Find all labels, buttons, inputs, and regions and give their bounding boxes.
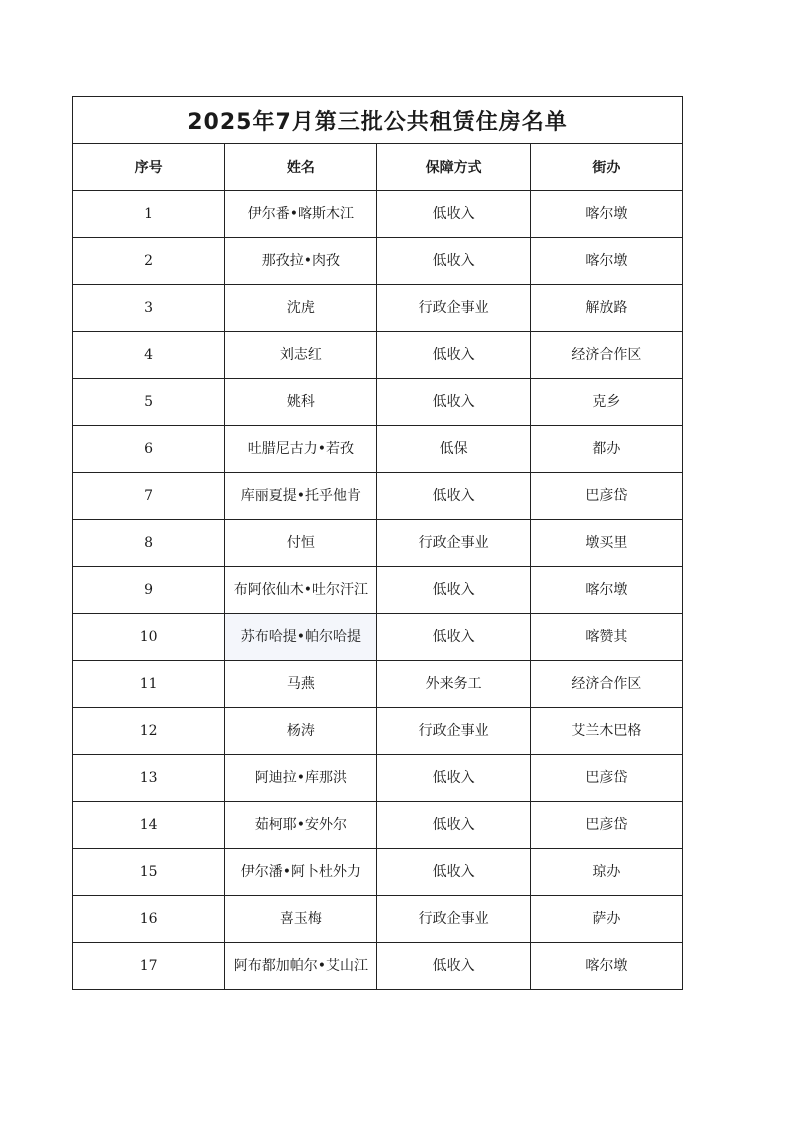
cell-name-text: 苏布哈提•帕尔哈提 xyxy=(240,629,361,645)
table-row xyxy=(73,426,683,473)
table-row xyxy=(73,285,683,332)
cell-index-text: 3 xyxy=(144,300,154,316)
cell-type-text: 低收入 xyxy=(432,864,475,880)
cell-name-text: 马燕 xyxy=(286,676,315,692)
table-row xyxy=(73,567,683,614)
cell-index-text: 6 xyxy=(144,441,154,457)
cell-type xyxy=(377,379,530,426)
cell-office-text: 巴彦岱 xyxy=(585,770,628,786)
cell-office-text: 萨办 xyxy=(592,911,621,927)
table-row xyxy=(73,661,683,708)
cell-name-text: 杨涛 xyxy=(286,723,315,739)
cell-name xyxy=(225,896,377,943)
table-row xyxy=(73,379,683,426)
cell-office xyxy=(530,285,682,332)
cell-type-text: 行政企事业 xyxy=(418,300,489,316)
table-row xyxy=(73,849,683,896)
cell-type-text: 低收入 xyxy=(432,347,475,363)
table-row xyxy=(73,802,683,849)
cell-name xyxy=(225,802,377,849)
cell-index-text: 15 xyxy=(139,864,158,880)
cell-name-text: 库丽夏提•托乎他肯 xyxy=(240,488,361,504)
cell-index xyxy=(73,473,225,520)
cell-type-text: 低收入 xyxy=(432,817,475,833)
cell-office xyxy=(530,426,682,473)
cell-type xyxy=(377,520,530,567)
cell-office-text: 墩买里 xyxy=(585,535,628,551)
header-name: 姓名 xyxy=(225,144,377,191)
cell-office xyxy=(530,661,682,708)
cell-index xyxy=(73,896,225,943)
cell-name-text: 吐腊尼古力•若孜 xyxy=(247,441,354,457)
table-row xyxy=(73,943,683,990)
cell-type xyxy=(377,332,530,379)
cell-index-text: 16 xyxy=(139,911,158,927)
cell-index xyxy=(73,567,225,614)
cell-office-text: 巴彦岱 xyxy=(585,488,628,504)
cell-name-text: 沈虎 xyxy=(286,300,315,316)
cell-type-text: 行政企事业 xyxy=(418,911,489,927)
cell-type xyxy=(377,849,530,896)
cell-index xyxy=(73,661,225,708)
cell-name xyxy=(225,379,377,426)
cell-name xyxy=(225,520,377,567)
table-row xyxy=(73,614,683,661)
cell-index-text: 4 xyxy=(144,347,154,363)
cell-office-text: 克乡 xyxy=(592,394,621,410)
cell-name xyxy=(225,332,377,379)
cell-office-text: 经济合作区 xyxy=(571,347,642,363)
rental-housing-table xyxy=(72,96,683,990)
cell-type-text: 低收入 xyxy=(432,253,475,269)
cell-name xyxy=(225,708,377,755)
cell-office-text: 解放路 xyxy=(585,300,628,316)
cell-index xyxy=(73,520,225,567)
cell-name-text: 伊尔番•喀斯木江 xyxy=(247,206,354,222)
table-row xyxy=(73,708,683,755)
cell-office xyxy=(530,943,682,990)
cell-type xyxy=(377,896,530,943)
cell-name-text: 阿迪拉•库那洪 xyxy=(254,770,347,786)
title-row xyxy=(73,97,683,144)
cell-name xyxy=(225,755,377,802)
cell-office xyxy=(530,191,682,238)
cell-type-text: 低收入 xyxy=(432,958,475,974)
cell-office xyxy=(530,520,682,567)
cell-type xyxy=(377,943,530,990)
cell-office-text: 都办 xyxy=(592,441,621,457)
cell-office xyxy=(530,379,682,426)
cell-name xyxy=(225,285,377,332)
cell-type-text: 外来务工 xyxy=(425,676,482,692)
cell-index xyxy=(73,755,225,802)
cell-index-text: 10 xyxy=(139,629,158,645)
table-row xyxy=(73,755,683,802)
cell-office-text: 艾兰木巴格 xyxy=(571,723,642,739)
cell-office xyxy=(530,849,682,896)
table-row xyxy=(73,332,683,379)
header-row xyxy=(73,144,683,191)
cell-office-text: 巴彦岱 xyxy=(585,817,628,833)
cell-index xyxy=(73,238,225,285)
cell-index-text: 12 xyxy=(139,723,158,739)
cell-type-text: 低收入 xyxy=(432,582,475,598)
cell-name-text: 姚科 xyxy=(286,394,315,410)
cell-index-text: 7 xyxy=(144,488,154,504)
cell-type-text: 低保 xyxy=(439,441,468,457)
cell-name xyxy=(225,849,377,896)
table-row xyxy=(73,473,683,520)
table-row xyxy=(73,896,683,943)
cell-type-text: 低收入 xyxy=(432,206,475,222)
header-index: 序号 xyxy=(73,144,225,191)
cell-type xyxy=(377,238,530,285)
cell-name xyxy=(225,238,377,285)
cell-type-text: 低收入 xyxy=(432,394,475,410)
cell-index-text: 9 xyxy=(144,582,154,598)
cell-name-text: 付恒 xyxy=(286,535,315,551)
cell-index xyxy=(73,849,225,896)
cell-office-text: 喀尔墩 xyxy=(585,958,628,974)
cell-index-text: 13 xyxy=(139,770,158,786)
cell-name-text: 茹柯耶•安外尔 xyxy=(254,817,347,833)
cell-index xyxy=(73,285,225,332)
cell-index-text: 2 xyxy=(144,253,154,269)
cell-type xyxy=(377,755,530,802)
cell-name-text: 布阿依仙木•吐尔汗江 xyxy=(233,582,368,598)
cell-name-text: 喜玉梅 xyxy=(279,911,322,927)
cell-type xyxy=(377,708,530,755)
cell-type-text: 行政企事业 xyxy=(418,723,489,739)
cell-index xyxy=(73,379,225,426)
cell-index xyxy=(73,614,225,661)
cell-office xyxy=(530,614,682,661)
table-body xyxy=(73,97,683,990)
cell-office-text: 喀尔墩 xyxy=(585,206,628,222)
cell-name xyxy=(225,661,377,708)
cell-name-text: 那孜拉•肉孜 xyxy=(261,253,340,269)
cell-name xyxy=(225,473,377,520)
cell-type-text: 低收入 xyxy=(432,770,475,786)
cell-type xyxy=(377,285,530,332)
cell-type xyxy=(377,567,530,614)
cell-office xyxy=(530,567,682,614)
cell-name-text: 刘志红 xyxy=(279,347,322,363)
table-row xyxy=(73,520,683,567)
cell-name xyxy=(225,943,377,990)
cell-index-text: 17 xyxy=(139,958,158,974)
cell-name xyxy=(225,567,377,614)
header-type: 保障方式 xyxy=(377,144,530,191)
cell-type xyxy=(377,191,530,238)
cell-index-text: 1 xyxy=(144,206,154,222)
cell-type xyxy=(377,614,530,661)
cell-index xyxy=(73,426,225,473)
cell-type-text: 低收入 xyxy=(432,629,475,645)
cell-office xyxy=(530,802,682,849)
cell-office xyxy=(530,332,682,379)
cell-office xyxy=(530,896,682,943)
cell-name xyxy=(225,426,377,473)
table-row xyxy=(73,238,683,285)
cell-index-text: 11 xyxy=(139,676,158,692)
cell-name-text: 阿布都加帕尔•艾山江 xyxy=(233,958,368,974)
table-row xyxy=(73,191,683,238)
cell-office-text: 喀尔墩 xyxy=(585,582,628,598)
cell-index xyxy=(73,802,225,849)
cell-index xyxy=(73,708,225,755)
cell-office-text: 经济合作区 xyxy=(571,676,642,692)
cell-office-text: 喀赞其 xyxy=(585,629,628,645)
cell-index xyxy=(73,943,225,990)
cell-office xyxy=(530,755,682,802)
table-title: 2025年7月第三批公共租赁住房名单 xyxy=(73,97,683,144)
cell-type xyxy=(377,426,530,473)
cell-name xyxy=(225,614,377,661)
cell-type-text: 低收入 xyxy=(432,488,475,504)
cell-name xyxy=(225,191,377,238)
cell-index-text: 14 xyxy=(139,817,158,833)
header-office: 街办 xyxy=(530,144,682,191)
cell-index xyxy=(73,191,225,238)
cell-office-text: 琼办 xyxy=(592,864,621,880)
cell-name-text: 伊尔潘•阿卜杜外力 xyxy=(240,864,361,880)
cell-type xyxy=(377,661,530,708)
cell-type-text: 行政企事业 xyxy=(418,535,489,551)
cell-type xyxy=(377,802,530,849)
cell-office-text: 喀尔墩 xyxy=(585,253,628,269)
cell-index-text: 5 xyxy=(144,394,154,410)
cell-office xyxy=(530,708,682,755)
cell-index-text: 8 xyxy=(144,535,154,551)
cell-office xyxy=(530,238,682,285)
cell-type xyxy=(377,473,530,520)
cell-index xyxy=(73,332,225,379)
cell-office xyxy=(530,473,682,520)
